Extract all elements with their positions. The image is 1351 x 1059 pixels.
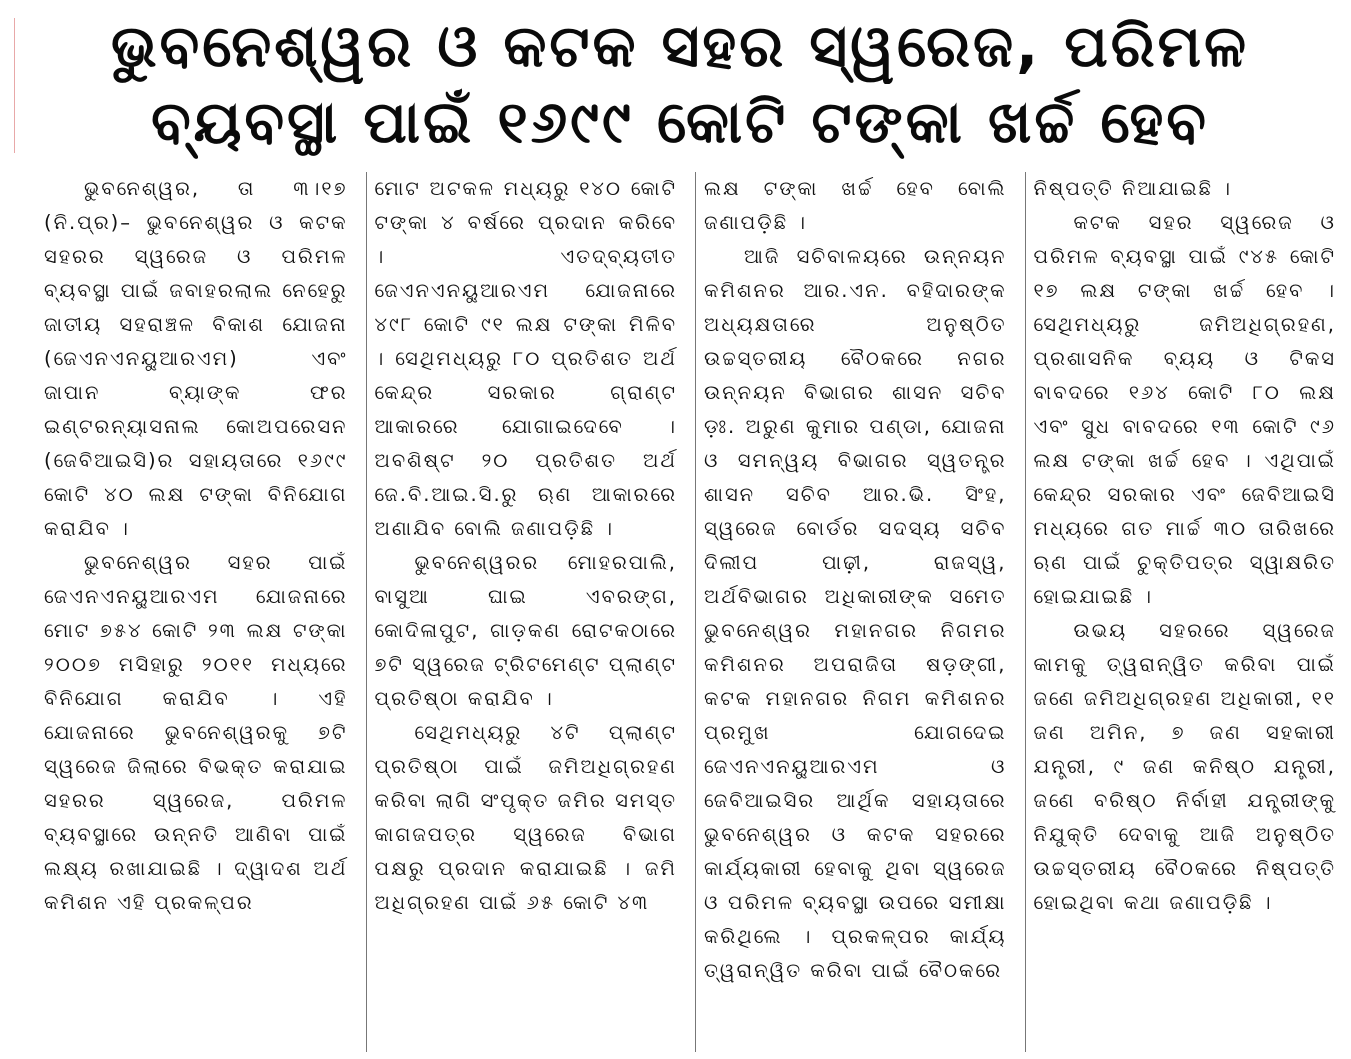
article-column-2 <box>366 172 678 1052</box>
headline <box>30 8 1330 160</box>
paragraph: ମୋଟ ଅଟକଳ ମଧ୍ୟରୁ ୧୪୦ କୋଟି ଟଙ୍କା ୪ ବର୍ଷରେ ପ୍ରଦାନ କରିବେ । ଏତଦ୍‌ବ୍ୟତୀତ ଜେଏନଏନୟୁଆରଏମ ଯୋଜନାରେ ୪୯୮ କୋଟି ୯୧ ଲକ୍ଷ ଟଙ୍କା ମିଳିବ । ସେଥିମଧ୍ୟରୁ ୮୦ ପ୍ରତିଶତ ଅର୍ଥ କେନ୍ଦ୍ର ସରକାର ଗ୍ରାଣ୍ଟ ଆକାରରେ ଯୋଗାଇଦେବେ । ଅବଶିଷ୍ଟ ୨୦ ପ୍ରତିଶତ ଅର୍ଥ ଜେ.ବି.ଆଇ.ସି.ରୁ ଋଣ ଆକାରରେ ଅଣାଯିବ ବୋଲି ଜଣାପଡ଼ିଛି । <box>374 177 677 540</box>
paragraph: ଉଭୟ ସହରରେ ସ୍ୱରେଜ କାମକୁ ତ୍ୱରାନ୍ୱିତ କରିବା ପାଇଁ ଜଣେ ଜମିଅଧିଗ୍ରହଣ ଅଧିକାରୀ, ୧୧ ଜଣ ଅମିନ, ୭ ଜଣ ସହକାରୀ ଯନ୍ତ୍ରୀ, ୯ ଜଣ କନିଷ୍ଠ ଯନ୍ତ୍ରୀ, ଜଣେ ବରିଷ୍ଠ ନିର୍ବାହୀ ଯନ୍ତ୍ରୀଙ୍କୁ ନିଯୁକ୍ତି ଦେବାକୁ ଆଜି ଅନୁଷ୍ଠିତ ଉଚ୍ଚସ୍ତରୀୟ ବୈଠକରେ ନିଷ୍ପତ୍ତି ହୋଇଥିବା କଥା ଜଣାପଡ଼ିଛି । <box>1033 619 1336 914</box>
paragraph: ଲକ୍ଷ ଟଙ୍କା ଖର୍ଚ୍ଚ ହେବ ବୋଲି ଜଣାପଡ଼ିଛି । <box>704 177 1007 234</box>
headline-line-2: ବ୍ୟବସ୍ଥା ପାଇଁ ୧୬୯୯ କୋଟି ଟଙ୍କା ଖର୍ଚ୍ଚ ହେବ <box>151 88 1209 156</box>
paragraph: ନିଷ୍ପତ୍ତି ନିଆଯାଇଛି । <box>1033 177 1232 200</box>
article-column-1 <box>36 172 348 1052</box>
article-column-3 <box>695 172 1007 1052</box>
paragraph: ଭୁବନେଶ୍ୱର, ତା ୩।୧୭ (ନି.ପ୍ର)– ଭୁବନେଶ୍ୱର ଓ କଟକ ସହରର ସ୍ୱରେଜ ଓ ପରିମଳ ବ୍ୟବସ୍ଥା ପାଇଁ ଜବାହରଲାଲ ନେହେରୁ ଜାତୀୟ ସହରାଞ୍ଚଳ ବିକାଶ ଯୋଜନା (ଜେଏନଏନୟୁଆରଏମ) ଏବଂ ଜାପାନ ବ୍ୟାଙ୍କ ଫର ଇଣ୍ଟରନ୍ୟାସନାଲ କୋଅପରେସନ (ଜେବିଆଇସି)ର ସହାୟତାରେ ୧୬୯୯ କୋଟି ୪୦ ଲକ୍ଷ ଟଙ୍କା ବିନିଯୋଗ କରାଯିବ । <box>44 177 348 540</box>
paragraph: କଟକ ସହର ସ୍ୱରେଜ ଓ ପରିମଳ ବ୍ୟବସ୍ଥା ପାଇଁ ୯୪୫ କୋଟି ୧୭ ଲକ୍ଷ ଟଙ୍କା ଖର୍ଚ୍ଚ ହେବ । ସେଥିମଧ୍ୟରୁ ଜମିଅଧିଗ୍ରହଣ, ପ୍ରଶାସନିକ ବ୍ୟୟ ଓ ଟିକସ ବାବଦରେ ୧୬୪ କୋଟି ୮୦ ଲକ୍ଷ ଏବଂ ସୁଧ ବାବଦରେ ୧୩ କୋଟି ୯୬ ଲକ୍ଷ ଟଙ୍କା ଖର୍ଚ୍ଚ ହେବ । ଏଥିପାଇଁ କେନ୍ଦ୍ର ସରକାର ଏବଂ ଜେବିଆଇସି ମଧ୍ୟରେ ଗତ ମାର୍ଚ୍ଚ ୩୦ ତାରିଖରେ ଋଣ ପାଇଁ ଚୁକ୍ତିପତ୍ର ସ୍ୱାକ୍ଷରିତ ହୋଇଯାଇଛି । <box>1033 211 1336 608</box>
scan-edge-mark <box>14 18 15 153</box>
paragraph: ଭୁବନେଶ୍ୱର ସହର ପାଇଁ ଜେଏନଏନୟୁଆରଏମ ଯୋଜନାରେ ମୋଟ ୭୫୪ କୋଟି ୨୩ ଲକ୍ଷ ଟଙ୍କା ୨୦୦୭ ମସିହାରୁ ୨୦୧୧ ମଧ୍ୟରେ ବିନିଯୋଗ କରାଯିବ । ଏହି ଯୋଜନାରେ ଭୁବନେଶ୍ୱରକୁ ୭ଟି ସ୍ୱରେଜ ଜିଲାରେ ବିଭକ୍ତ କରାଯାଇ ସହରର ସ୍ୱରେଜ, ପରିମଳ ବ୍ୟବସ୍ଥାରେ ଉନ୍ନତି ଆଣିବା ପାଇଁ ଲକ୍ଷ୍ୟ ରଖାଯାଇଛି । ଦ୍ୱାଦଶ ଅର୍ଥ କମିଶନ ଏହି ପ୍ରକଳ୍ପର <box>44 551 348 914</box>
article-column-4 <box>1025 172 1337 1052</box>
paragraph: ଭୁବନେଶ୍ୱରର ମୋହରପାଲି, ବାସୁଆ ଘାଇ ଏବରଙ୍ଗ, କୋଦିଳାପୁଟ, ଗାଡ଼କଣ ରୋଟକଠାରେ ୭ଟି ସ୍ୱରେଜ ଟ୍ରିଟମେଣ୍ଟ ପ୍ଲାଣ୍ଟ ପ୍ରତିଷ୍ଠା କରାଯିବ । <box>374 551 677 710</box>
article-body <box>36 172 1336 1052</box>
paragraph: ସେଥିମଧ୍ୟରୁ ୪ଟି ପ୍ଲାଣ୍ଟ ପ୍ରତିଷ୍ଠା ପାଇଁ ଜମିଅଧିଗ୍ରହଣ କରିବା ଲାଗି ସଂପୃକ୍ତ ଜମିର ସମସ୍ତ କାଗଜପତ୍ର ସ୍ୱରେଜ ବିଭାଗ ପକ୍ଷରୁ ପ୍ରଦାନ କରାଯାଇଛି । ଜମି ଅଧିଗ୍ରହଣ ପାଇଁ ୬୫ କୋଟି ୪୩ <box>374 721 677 914</box>
paragraph: ଆଜି ସଚିବାଳୟରେ ଉନ୍ନୟନ କମିଶନର ଆର.ଏନ. ବହିଦାରଙ୍କ ଅଧ୍ୟକ୍ଷତାରେ ଅନୁଷ୍ଠିତ ଉଚ୍ଚସ୍ତରୀୟ ବୈଠକରେ ନଗର ଉନ୍ନୟନ ବିଭାଗର ଶାସନ ସଚିବ ଡ଼ଃ. ଅରୁଣ କୁମାର ପଣ୍ଡା, ଯୋଜନା ଓ ସମନ୍ୱୟ ବିଭାଗର ସ୍ୱତନ୍ତ୍ର ଶାସନ ସଚିବ ଆର.ଭି. ସିଂହ, ସ୍ୱରେଜ ବୋର୍ଡର ସଦସ୍ୟ ସଚିବ ଦିଲୀପ ପାଢ଼ୀ, ରାଜସ୍ୱ, ଅର୍ଥବିଭାଗର ଅଧିକାରୀଙ୍କ ସମେତ ଭୁବନେଶ୍ୱର ମହାନଗର ନିଗମର କମିଶନର ଅପରାଜିତା ଷଡ଼ଙ୍ଗୀ, କଟକ ମହାନଗର ନିଗମ କମିଶନର ପ୍ରମୁଖ ଯୋଗଦେଇ ଜେଏନଏନୟୁଆରଏମ ଓ ଜେବିଆଇସିର ଆର୍ଥିକ ସହାୟତାରେ ଭୁବନେଶ୍ୱର ଓ କଟକ ସହରରେ କାର୍ଯ୍ୟକାରୀ ହେବାକୁ ଥିବା ସ୍ୱରେଜ ଓ ପରିମଳ ବ୍ୟବସ୍ଥା ଉପରେ ସମୀକ୍ଷା କରିଥିଲେ । ପ୍ରକଳ୍ପର କାର୍ଯ୍ୟ ତ୍ୱରାନ୍ୱିତ କରିବା ପାଇଁ ବୈଠକରେ <box>704 245 1007 982</box>
headline-line-1: ଭୁବନେଶ୍ୱର ଓ କଟକ ସହର ସ୍ୱରେଜ, ପରିମଳ <box>111 12 1249 80</box>
